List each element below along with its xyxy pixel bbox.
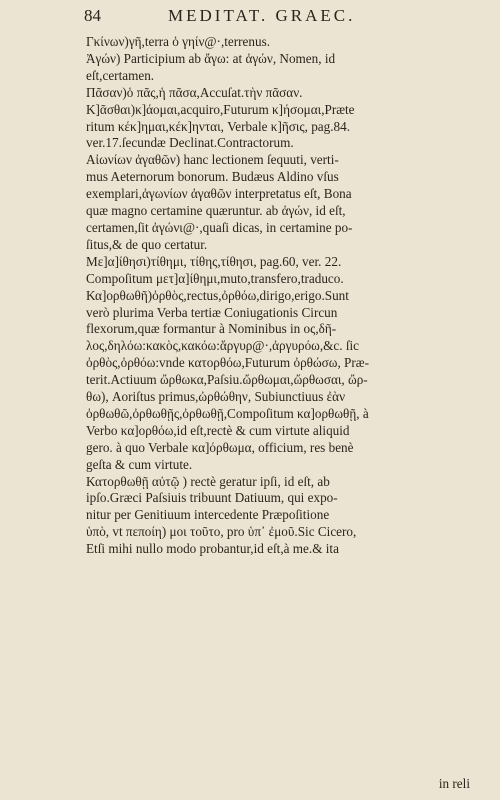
catchword: in reli	[438, 776, 470, 791]
text-line: Με]α]ίθησι)τίθημι, τίθης,τίθησι, pag.60, ver. 22.	[86, 253, 342, 269]
text-line: Verbo κα]ορθόω,id eſt,rectè & cum virtute aliquid	[86, 422, 350, 438]
page-number: 84	[84, 6, 101, 25]
text-line: ſitus,& de quo certatur.	[86, 236, 208, 252]
text-line: ritum κέκ]ημαι,κέκ]ηνται, Verbale κ]ῆσις, pag.84.	[86, 118, 351, 134]
text-line: θω), Aoriſtus primus,ὠρθώθην, Subiunctiuus ἐὰν	[86, 389, 346, 405]
text-line: Γκίνων)γῆ,terra ὁ γηίν@·,terrenus.	[86, 34, 271, 49]
text-line: Αἰωνίων ἀγαθῶν) hanc lectionem ſequuti, verti-	[86, 152, 339, 168]
text-line: verò plurima Verba tertiæ Coniugationis Circun	[86, 304, 338, 320]
text-line: Κατορθωθῇ αὐτῷ ) rectè geratur ipſi, id eſt, ab	[86, 473, 330, 489]
body-text	[86, 34, 472, 558]
text-line: flexorum,quæ formantur à Nominibus in ος,δῆ-	[86, 321, 337, 337]
text-line: ὑπὸ, vt πεποίη) μοι τοῦτο, pro ὑπ᾽ ἐμοῦ.Sic Cicero,	[86, 524, 357, 540]
text-line: ver.17.ſecundæ Declinat.Contractorum.	[86, 135, 294, 151]
text-line: nitur per Genitiuum intercedente Præpoſitione	[86, 507, 330, 523]
text-line: Ἀγών) Participium ab ἄγω: at ἀγών, Nomen, id	[86, 50, 336, 66]
text-line: geſta & cum virtute.	[86, 456, 193, 472]
text-line: eſt,certamen.	[86, 67, 155, 83]
text-line: ὀρθὸς,ὀρθόω:vnde κατορθόω,Futurum ὀρθώσω, Præ-	[86, 355, 369, 371]
text-line: certamen,ſit ἀγώνι@·,quaſi dicas, in certamine po-	[86, 219, 353, 235]
text-line: quæ magno certamine quæruntur. ab ἀγών, id eſt,	[86, 203, 346, 219]
text-line: gero. à quo Verbale κα]όρθωμα, officium, res benè	[86, 439, 354, 455]
text-line: Κ]ᾶσθαι)κ]άομαι,acquiro,Futurum κ]ήσομαι,Præte	[86, 101, 355, 117]
text-line: Compoſitum μετ]α]ίθημι,muto,transfero,traduco.	[86, 270, 344, 286]
text-line: terit.Actiuum ὤρθωκα,Paſsiu.ὤρθωμαι,ὤρθωσαι, ὤρ-	[86, 372, 368, 388]
text-line: exemplari,ἀγωνίων ἀγαθῶν interpretatus eſt, Bona	[86, 186, 352, 202]
text-line: ipſo.Græci Paſsiuis tribuunt Datiuum, qui expo-	[86, 490, 338, 506]
page-header	[86, 6, 472, 32]
text-line: Etſi mihi nullo modo probantur,id eſt,à me.& ita	[86, 541, 339, 557]
text-line: Πᾶσαν)ὁ πᾶς,ἡ πᾶσα,Accuſat.τὴν πᾶσαν.	[86, 84, 303, 100]
running-head: MEDITAT. GRAEC.	[168, 6, 356, 25]
text-line: mus Aeternorum bonorum. Budæus Aldino vſus	[86, 169, 339, 185]
text-line: λος,δηλόω:κακὸς,κακόω:ἄργυρ@·,ἀργυρόω,&c. ſic	[86, 338, 360, 354]
text-line: Κα]ορθωθῆ)ὀρθὸς,rectus,ὀρθόω,dirigo,erigo.Sunt	[86, 287, 349, 303]
text-line: ὀρθωθῶ,ὀρθωθῇς,ὀρθωθῇ,Compoſitum κα]ορθωθῇ, à	[86, 405, 369, 421]
